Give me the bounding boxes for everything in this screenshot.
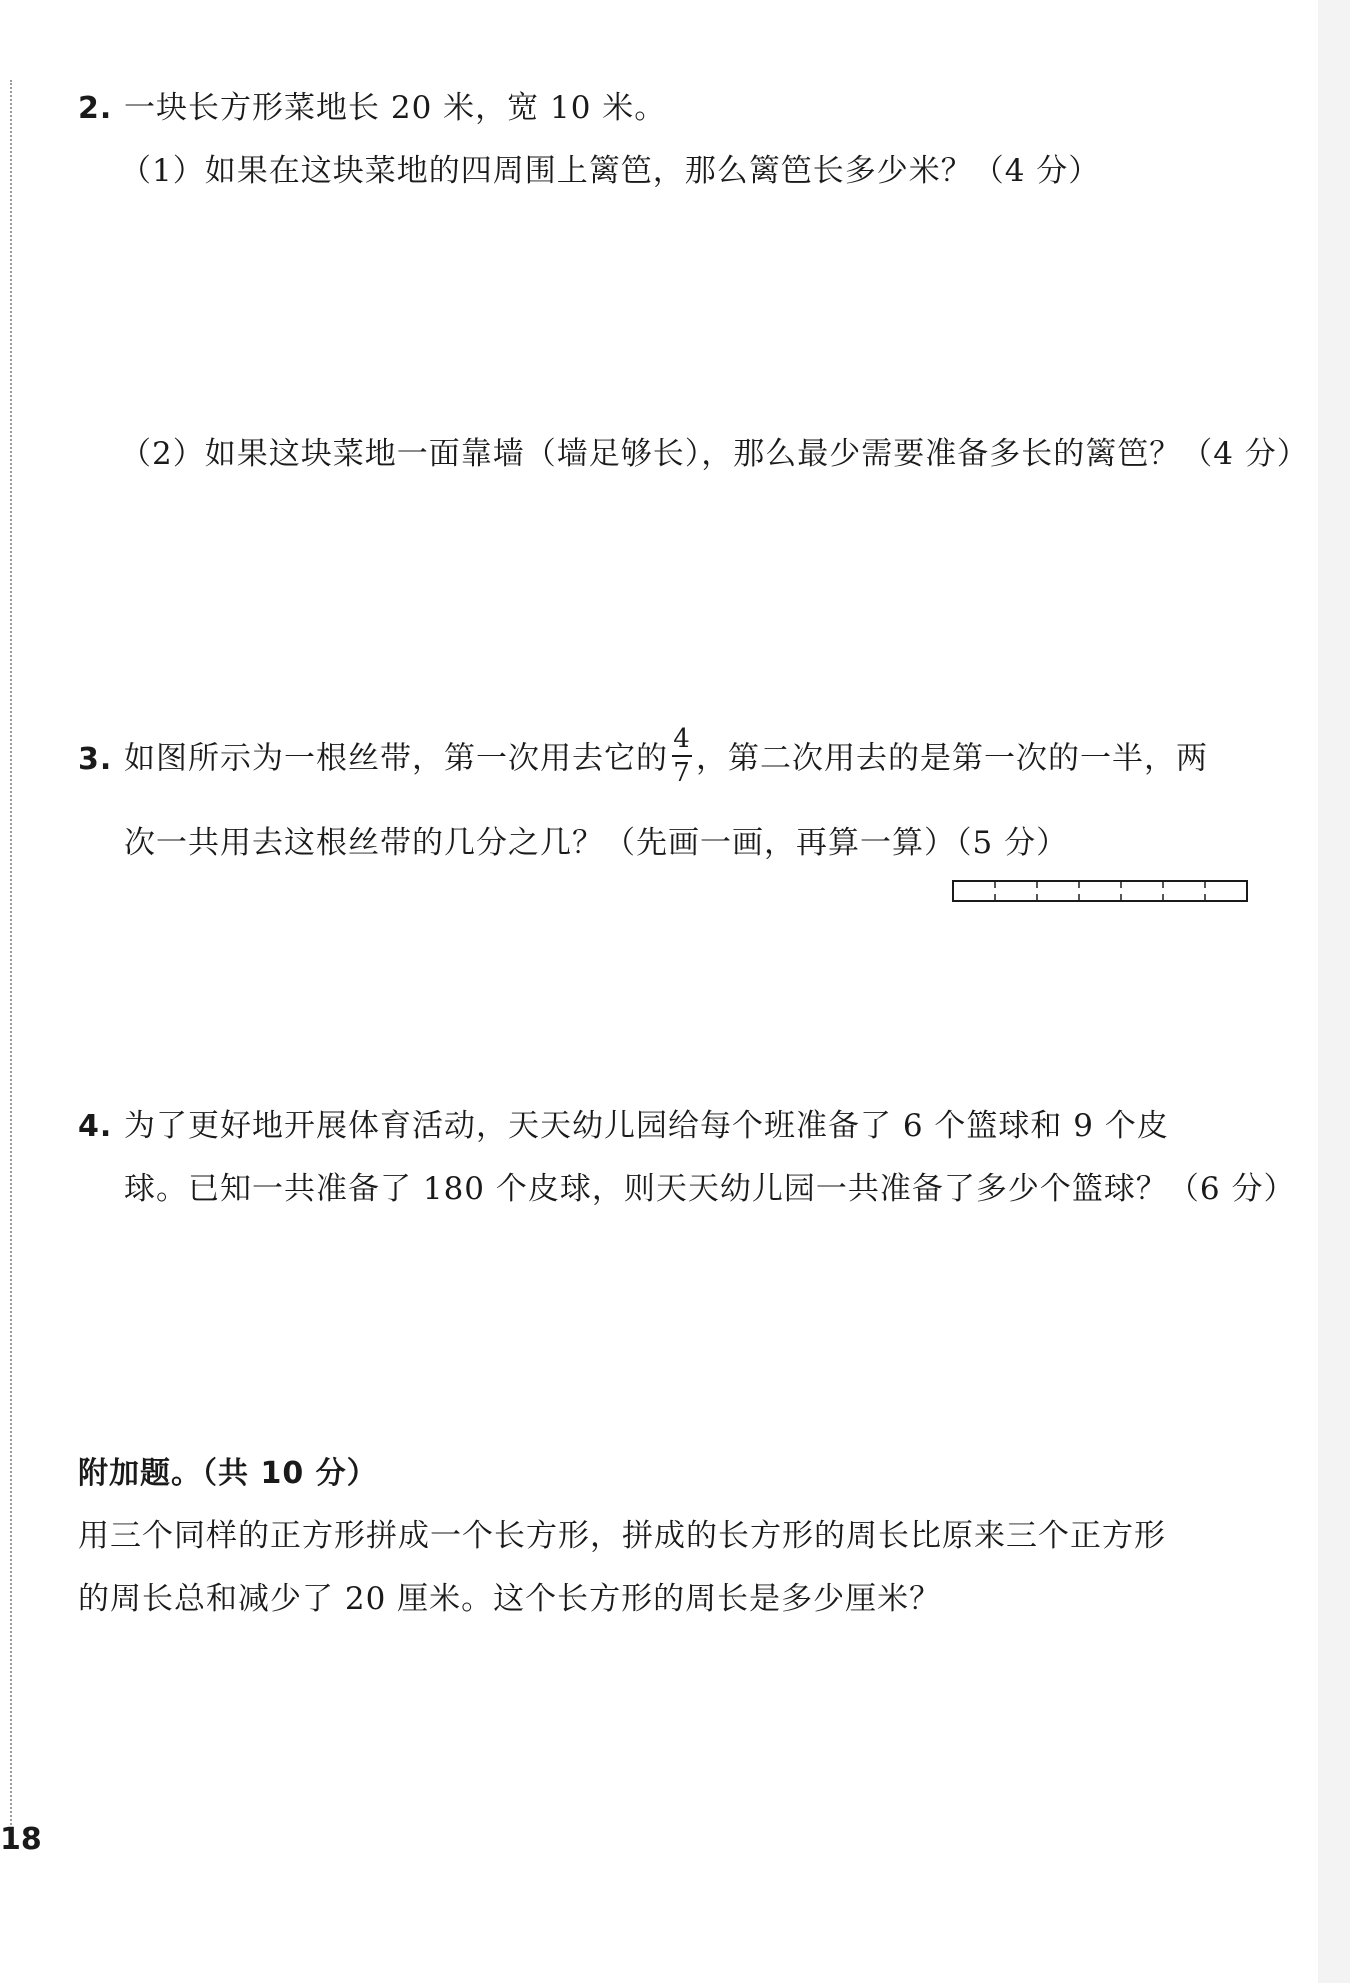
- question-3-line-1: [78, 724, 1208, 790]
- question-4-line-2: 球。已知一共准备了 180 个皮球，则天天幼儿园一共准备了多少个篮球？（6 分）: [124, 1171, 1296, 1207]
- ribbon-segment: [996, 882, 1038, 900]
- ribbon-segment: [1206, 882, 1246, 900]
- extra-question-line-1: 用三个同样的正方形拼成一个长方形，拼成的长方形的周长比原来三个正方形: [78, 1518, 1166, 1554]
- ribbon-segment: [1038, 882, 1080, 900]
- extra-question-title: 附加题。（共 10 分）: [78, 1456, 378, 1491]
- fraction-four-sevenths: [672, 726, 692, 786]
- question-2-text: 一块长方形菜地长 20 米，宽 10 米。: [124, 90, 667, 126]
- question-3-number: 3.: [78, 741, 113, 777]
- question-3-line-2: 次一共用去这根丝带的几分之几？（先画一画，再算一算）（5 分）: [124, 825, 1069, 861]
- question-3-text-before-fraction: 如图所示为一根丝带，第一次用去它的: [124, 740, 668, 777]
- question-4-number: 4.: [78, 1109, 113, 1144]
- question-3-text-after-fraction: ，第二次用去的是第一次的一半，两: [696, 740, 1208, 777]
- page-number: 18: [0, 1822, 42, 1857]
- ribbon-diagram: [952, 880, 1248, 902]
- question-2-part-2: （2）如果这块菜地一面靠墙（墙足够长），那么最少需要准备多长的篱笆？（4 分）: [120, 436, 1309, 472]
- ribbon-segment: [1122, 882, 1164, 900]
- question-4-text: 为了更好地开展体育活动，天天幼儿园给每个班准备了 6 个篮球和 9 个皮: [124, 1108, 1169, 1144]
- binding-margin-line: [10, 80, 12, 1840]
- ribbon-segment: [1080, 882, 1122, 900]
- extra-question-line-2: 的周长总和减少了 20 厘米。这个长方形的周长是多少厘米？: [78, 1581, 942, 1617]
- ribbon-segment: [1164, 882, 1206, 900]
- question-4-line-1: [78, 1100, 1169, 1145]
- fraction-numerator: 4: [673, 724, 691, 754]
- question-2-part-1: （1）如果在这块菜地的四周围上篱笆，那么篱笆长多少米？（4 分）: [120, 153, 1101, 189]
- ribbon-segment: [954, 882, 996, 900]
- question-2-number: 2.: [78, 91, 113, 126]
- question-2-stem: [78, 82, 666, 127]
- fraction-denominator: 7: [673, 758, 691, 788]
